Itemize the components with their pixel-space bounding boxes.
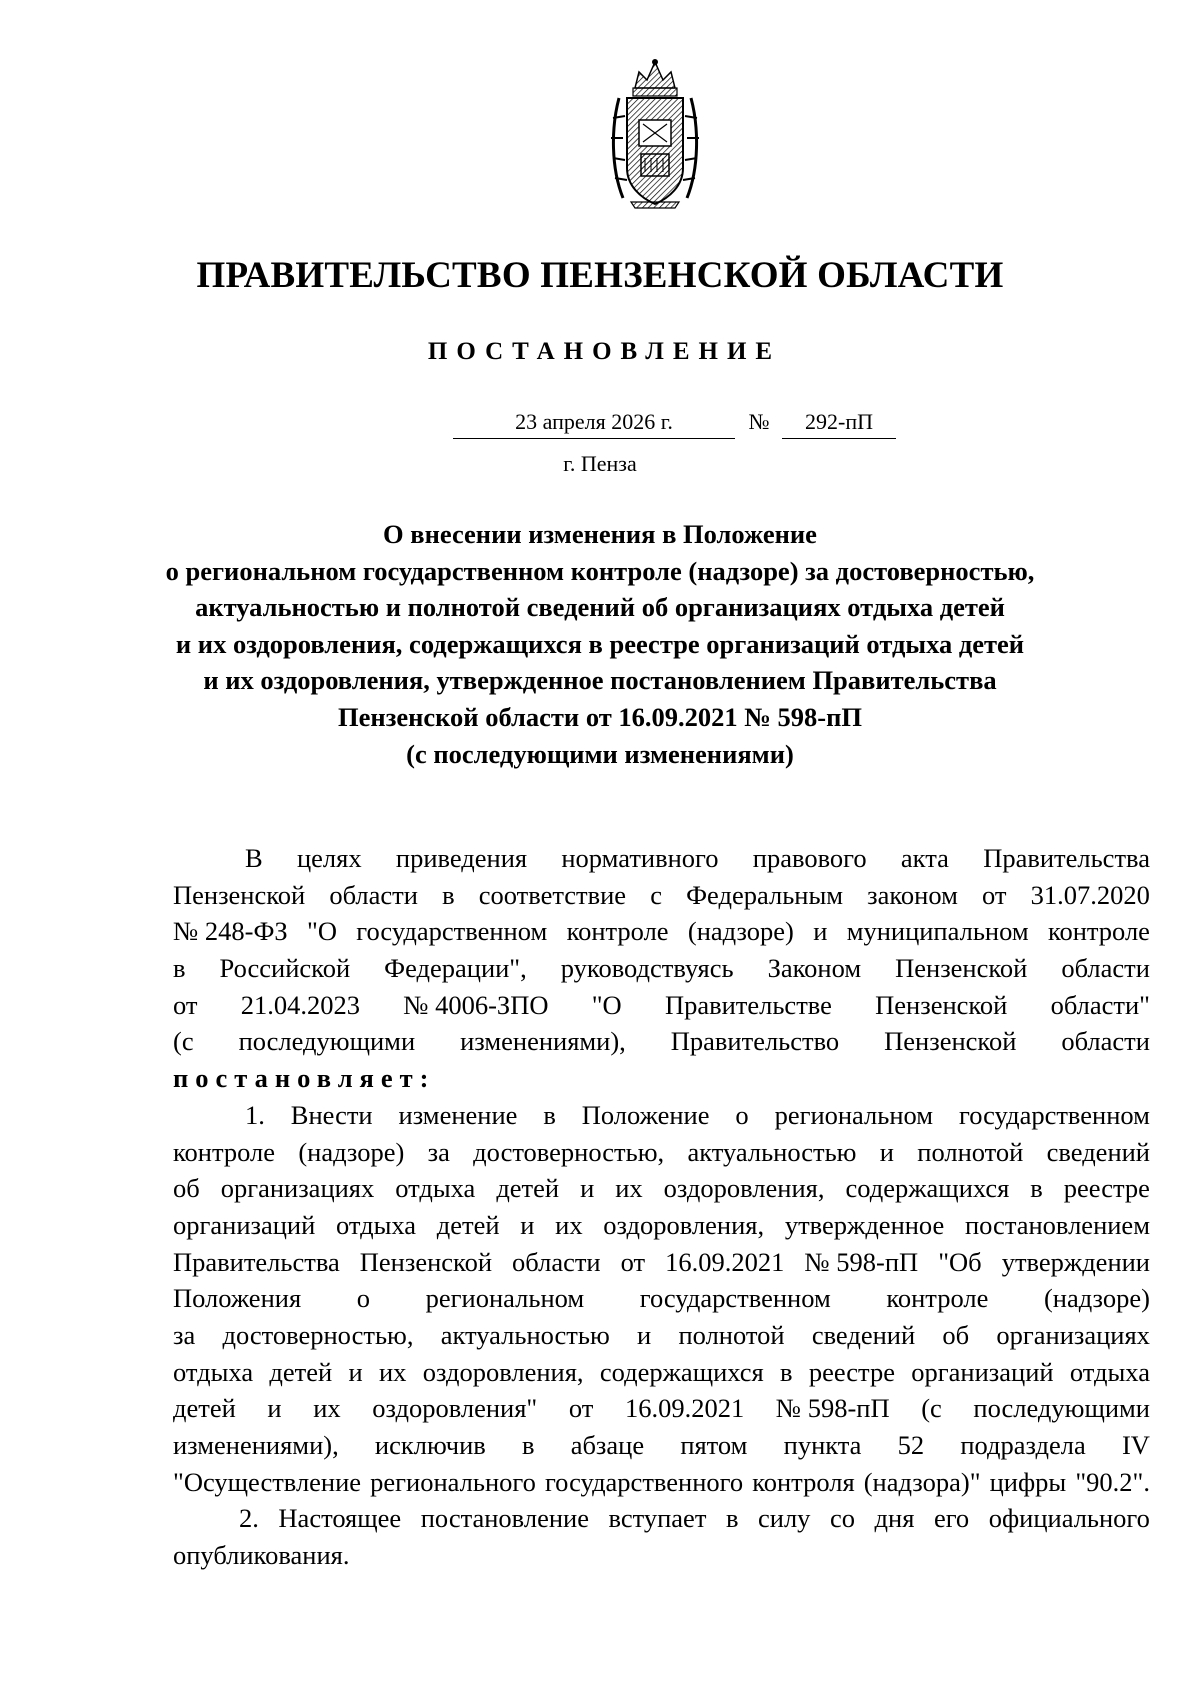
body-word: об	[942, 1319, 970, 1350]
body-word: "О	[591, 989, 622, 1020]
coat-of-arms-emblem	[605, 58, 705, 210]
body-word: и	[520, 1209, 535, 1240]
body-word: целях	[296, 843, 362, 873]
body-word: 16.09.2021	[665, 1246, 785, 1277]
document-date: 23 апреля 2026 г.	[453, 406, 735, 439]
body-word: "Об	[938, 1246, 982, 1277]
body-word: государственного	[544, 1466, 744, 1497]
body-word: Правительства	[983, 843, 1150, 873]
body-word: государственном	[958, 1099, 1150, 1130]
body-line	[173, 1354, 1150, 1391]
body-word: контроле	[173, 1136, 276, 1167]
document-body	[173, 840, 1150, 1574]
body-word: последующими	[973, 1393, 1150, 1424]
body-line	[173, 877, 1150, 914]
body-word: исключив	[374, 1430, 486, 1460]
body-word: в	[173, 953, 186, 984]
decree-word: постановляет:	[173, 1063, 436, 1094]
body-word: достоверностью,	[473, 1136, 665, 1167]
body-word: с	[650, 879, 662, 910]
body-word: области	[1061, 953, 1150, 984]
body-word: их	[615, 1173, 643, 1204]
body-word: Положения	[173, 1283, 302, 1314]
body-line	[173, 1427, 1150, 1464]
body-word: нормативного	[561, 843, 719, 873]
body-word: соответствие	[478, 879, 627, 910]
body-word: сведений	[811, 1319, 916, 1350]
body-word: отдыха	[173, 1356, 254, 1387]
body-word: оздоровления,	[603, 1209, 765, 1240]
body-line	[173, 1317, 1150, 1354]
body-word: организаций	[173, 1209, 316, 1240]
body-word: № 598-пП	[804, 1246, 919, 1277]
body-word: № 598-пП	[775, 1393, 890, 1424]
body-word: законом	[867, 879, 958, 910]
body-word: Правительство	[670, 1026, 840, 1057]
body-word: (надзора)"	[863, 1466, 981, 1497]
body-word: изменение	[398, 1099, 518, 1130]
coat-of-arms-icon	[605, 58, 705, 210]
body-word: от	[173, 989, 198, 1020]
body-word: (с	[173, 1026, 194, 1057]
title-line: и их оздоровления, содержащихся в реестре организаций отдыха детей	[175, 628, 1025, 659]
body-word: области"	[1050, 989, 1150, 1020]
body-word: цифры	[989, 1466, 1067, 1497]
number-sign: №	[748, 409, 770, 434]
document-title	[160, 516, 1040, 772]
body-word: за	[173, 1319, 196, 1350]
body-word: Внести	[290, 1099, 373, 1130]
body-word: от	[620, 1246, 646, 1277]
body-word: акта	[900, 843, 949, 873]
document-type: ПОСТАНОВЛЕНИЕ	[427, 338, 782, 365]
body-word: Пензенской	[875, 989, 1008, 1020]
body-line	[173, 1280, 1150, 1317]
document-number: 292-пП	[782, 406, 896, 439]
body-word: правового	[752, 843, 867, 873]
body-word: "О	[307, 916, 337, 947]
body-word: пятом	[680, 1430, 748, 1460]
body-word: пункта	[783, 1430, 862, 1460]
body-word: Пензенской	[895, 953, 1028, 984]
body-word: и	[813, 916, 828, 947]
body-word: оздоровления,	[422, 1356, 584, 1387]
body-word: 1.	[245, 1099, 265, 1130]
body-line	[173, 913, 1150, 950]
body-word: Пензенской	[359, 1246, 492, 1277]
body-word: (надзоре)	[1043, 1283, 1150, 1314]
body-word: № 248-ФЗ	[173, 916, 288, 947]
body-word: организациях	[220, 1173, 375, 1204]
body-line	[173, 987, 1150, 1024]
body-line	[173, 1464, 1150, 1501]
title-line: Пензенской области от 16.09.2021 № 598-пП	[338, 701, 862, 732]
body-word: в	[521, 1430, 535, 1460]
title-line: актуальностью и полнотой сведений об организациях отдыха детей	[195, 592, 1005, 623]
body-word: за	[427, 1136, 450, 1167]
body-line	[173, 1170, 1150, 1207]
body-word: 21.04.2023	[240, 989, 360, 1020]
body-word: постановление	[420, 1503, 589, 1534]
body-word: Законом	[767, 953, 862, 984]
body-word: официального	[988, 1503, 1150, 1534]
body-word: региональном	[774, 1099, 934, 1130]
body-word: детей	[436, 1209, 500, 1240]
body-word: оздоровления,	[663, 1173, 825, 1204]
body-word: IV	[1121, 1430, 1150, 1460]
body-word: региональном	[425, 1283, 585, 1314]
body-word: (надзоре)	[298, 1136, 405, 1167]
body-word: № 4006-ЗПО	[403, 989, 549, 1020]
body-word: их	[555, 1209, 583, 1240]
body-word: и	[267, 1393, 282, 1424]
body-word: контроля	[752, 1466, 855, 1497]
body-word: от	[568, 1393, 594, 1424]
body-word: полнотой	[678, 1319, 785, 1350]
body-word: области	[1061, 1026, 1150, 1057]
body-word: изменениями),	[173, 1430, 339, 1460]
body-word: Пензенской	[173, 879, 306, 910]
body-word: 52	[897, 1430, 925, 1460]
body-word: отдыха	[1069, 1356, 1150, 1387]
body-word: "Осуществление	[173, 1466, 362, 1497]
body-word: отдыха	[395, 1173, 476, 1204]
body-word: в	[725, 1503, 739, 1534]
body-word: в	[543, 1099, 556, 1130]
body-word: содержащихся	[845, 1173, 1010, 1204]
body-word: регионального	[370, 1466, 536, 1497]
body-word: Настоящее	[278, 1503, 402, 1534]
body-line	[173, 1244, 1150, 1281]
body-word: области	[329, 879, 418, 910]
body-word: полнотой	[917, 1136, 1024, 1167]
title-line: о региональном государственном контроле (надзоре) за достоверностью,	[165, 555, 1035, 586]
body-word: актуальностью	[687, 1136, 857, 1167]
body-word: о	[735, 1099, 749, 1130]
body-word: утвержденное	[784, 1209, 945, 1240]
body-word: в	[1030, 1173, 1043, 1204]
body-word: дня	[874, 1503, 915, 1534]
body-line	[173, 950, 1150, 987]
body-word: контроле	[886, 1283, 989, 1314]
body-word: абзаце	[570, 1430, 645, 1460]
body-word: со	[829, 1503, 855, 1534]
body-word: о	[356, 1283, 371, 1314]
title-line: и их оздоровления, утвержденное постановлением Правительства	[203, 665, 997, 696]
title-line: О внесении изменения в Положение	[383, 519, 817, 549]
body-word: и	[637, 1319, 652, 1350]
body-word: руководствуясь	[560, 953, 734, 984]
date-number-line	[0, 406, 1200, 442]
title-line: (с последующими изменениями)	[406, 738, 794, 769]
body-word: Российской	[219, 953, 351, 984]
body-word: государственном	[356, 916, 548, 947]
body-word: утверждении	[1001, 1246, 1150, 1277]
body-word: постановлением	[964, 1209, 1150, 1240]
body-line	[173, 1023, 1150, 1060]
body-word: контроле	[1047, 916, 1150, 947]
body-word: его	[933, 1503, 970, 1534]
body-word: Федерации",	[384, 953, 527, 984]
body-word: и	[348, 1356, 363, 1387]
body-word: Положение	[581, 1099, 710, 1130]
body-line	[173, 1097, 1150, 1134]
body-word: 16.09.2021	[624, 1393, 745, 1424]
body-word: организациях	[996, 1319, 1150, 1350]
body-word: государственном	[639, 1283, 831, 1314]
body-word: области	[512, 1246, 601, 1277]
body-word: подраздела	[960, 1430, 1086, 1460]
body-word: в	[442, 879, 455, 910]
body-word: (с	[921, 1393, 942, 1424]
body-word: и	[879, 1136, 894, 1167]
body-word: Правительства	[173, 1246, 340, 1277]
body-word: в	[780, 1356, 793, 1387]
body-word: детей	[269, 1356, 333, 1387]
body-word: достоверностью,	[222, 1319, 414, 1350]
body-word: "90.2".	[1075, 1466, 1150, 1497]
body-word: (надзоре)	[687, 916, 794, 947]
body-word: детей	[173, 1393, 236, 1424]
body-word: и	[580, 1173, 595, 1204]
body-word: оздоровления"	[372, 1393, 538, 1424]
body-word: организаций	[911, 1356, 1054, 1387]
body-word: Правительстве	[664, 989, 832, 1020]
body-word: детей	[496, 1173, 560, 1204]
body-word: актуальностью	[440, 1319, 610, 1350]
body-word: приведения	[395, 843, 528, 873]
body-line	[173, 1390, 1150, 1427]
body-word: отдыха	[335, 1209, 417, 1240]
body-word: В	[245, 843, 263, 873]
body-word: реестре	[808, 1356, 895, 1387]
body-word: их	[379, 1356, 407, 1387]
body-line	[173, 1207, 1150, 1244]
body-line	[173, 840, 1150, 877]
body-word: изменениями),	[460, 1026, 626, 1057]
body-word: контроле	[566, 916, 669, 947]
organization-name: ПРАВИТЕЛЬСТВО ПЕНЗЕНСКОЙ ОБЛАСТИ	[196, 255, 1004, 296]
body-word: Пензенской	[884, 1026, 1017, 1057]
body-word: 31.07.2020	[1030, 879, 1150, 910]
city-line: г. Пенза	[563, 451, 637, 476]
body-word: муниципальном	[846, 916, 1029, 947]
body-word: последующими	[238, 1026, 416, 1057]
body-word: силу	[758, 1503, 811, 1534]
body-word: об	[173, 1173, 200, 1204]
body-word: вступает	[608, 1503, 707, 1534]
body-word: опубликования.	[173, 1540, 350, 1571]
body-word: сведений	[1046, 1136, 1150, 1167]
body-word: их	[313, 1393, 341, 1424]
body-word: от	[982, 879, 1007, 910]
body-word: Федеральным	[686, 879, 844, 910]
body-word: 2.	[239, 1503, 259, 1534]
body-word: содержащихся	[599, 1356, 764, 1387]
body-line	[173, 1134, 1150, 1171]
body-line	[173, 1500, 1150, 1537]
body-line	[173, 1537, 1150, 1574]
body-word: реестре	[1063, 1173, 1150, 1204]
